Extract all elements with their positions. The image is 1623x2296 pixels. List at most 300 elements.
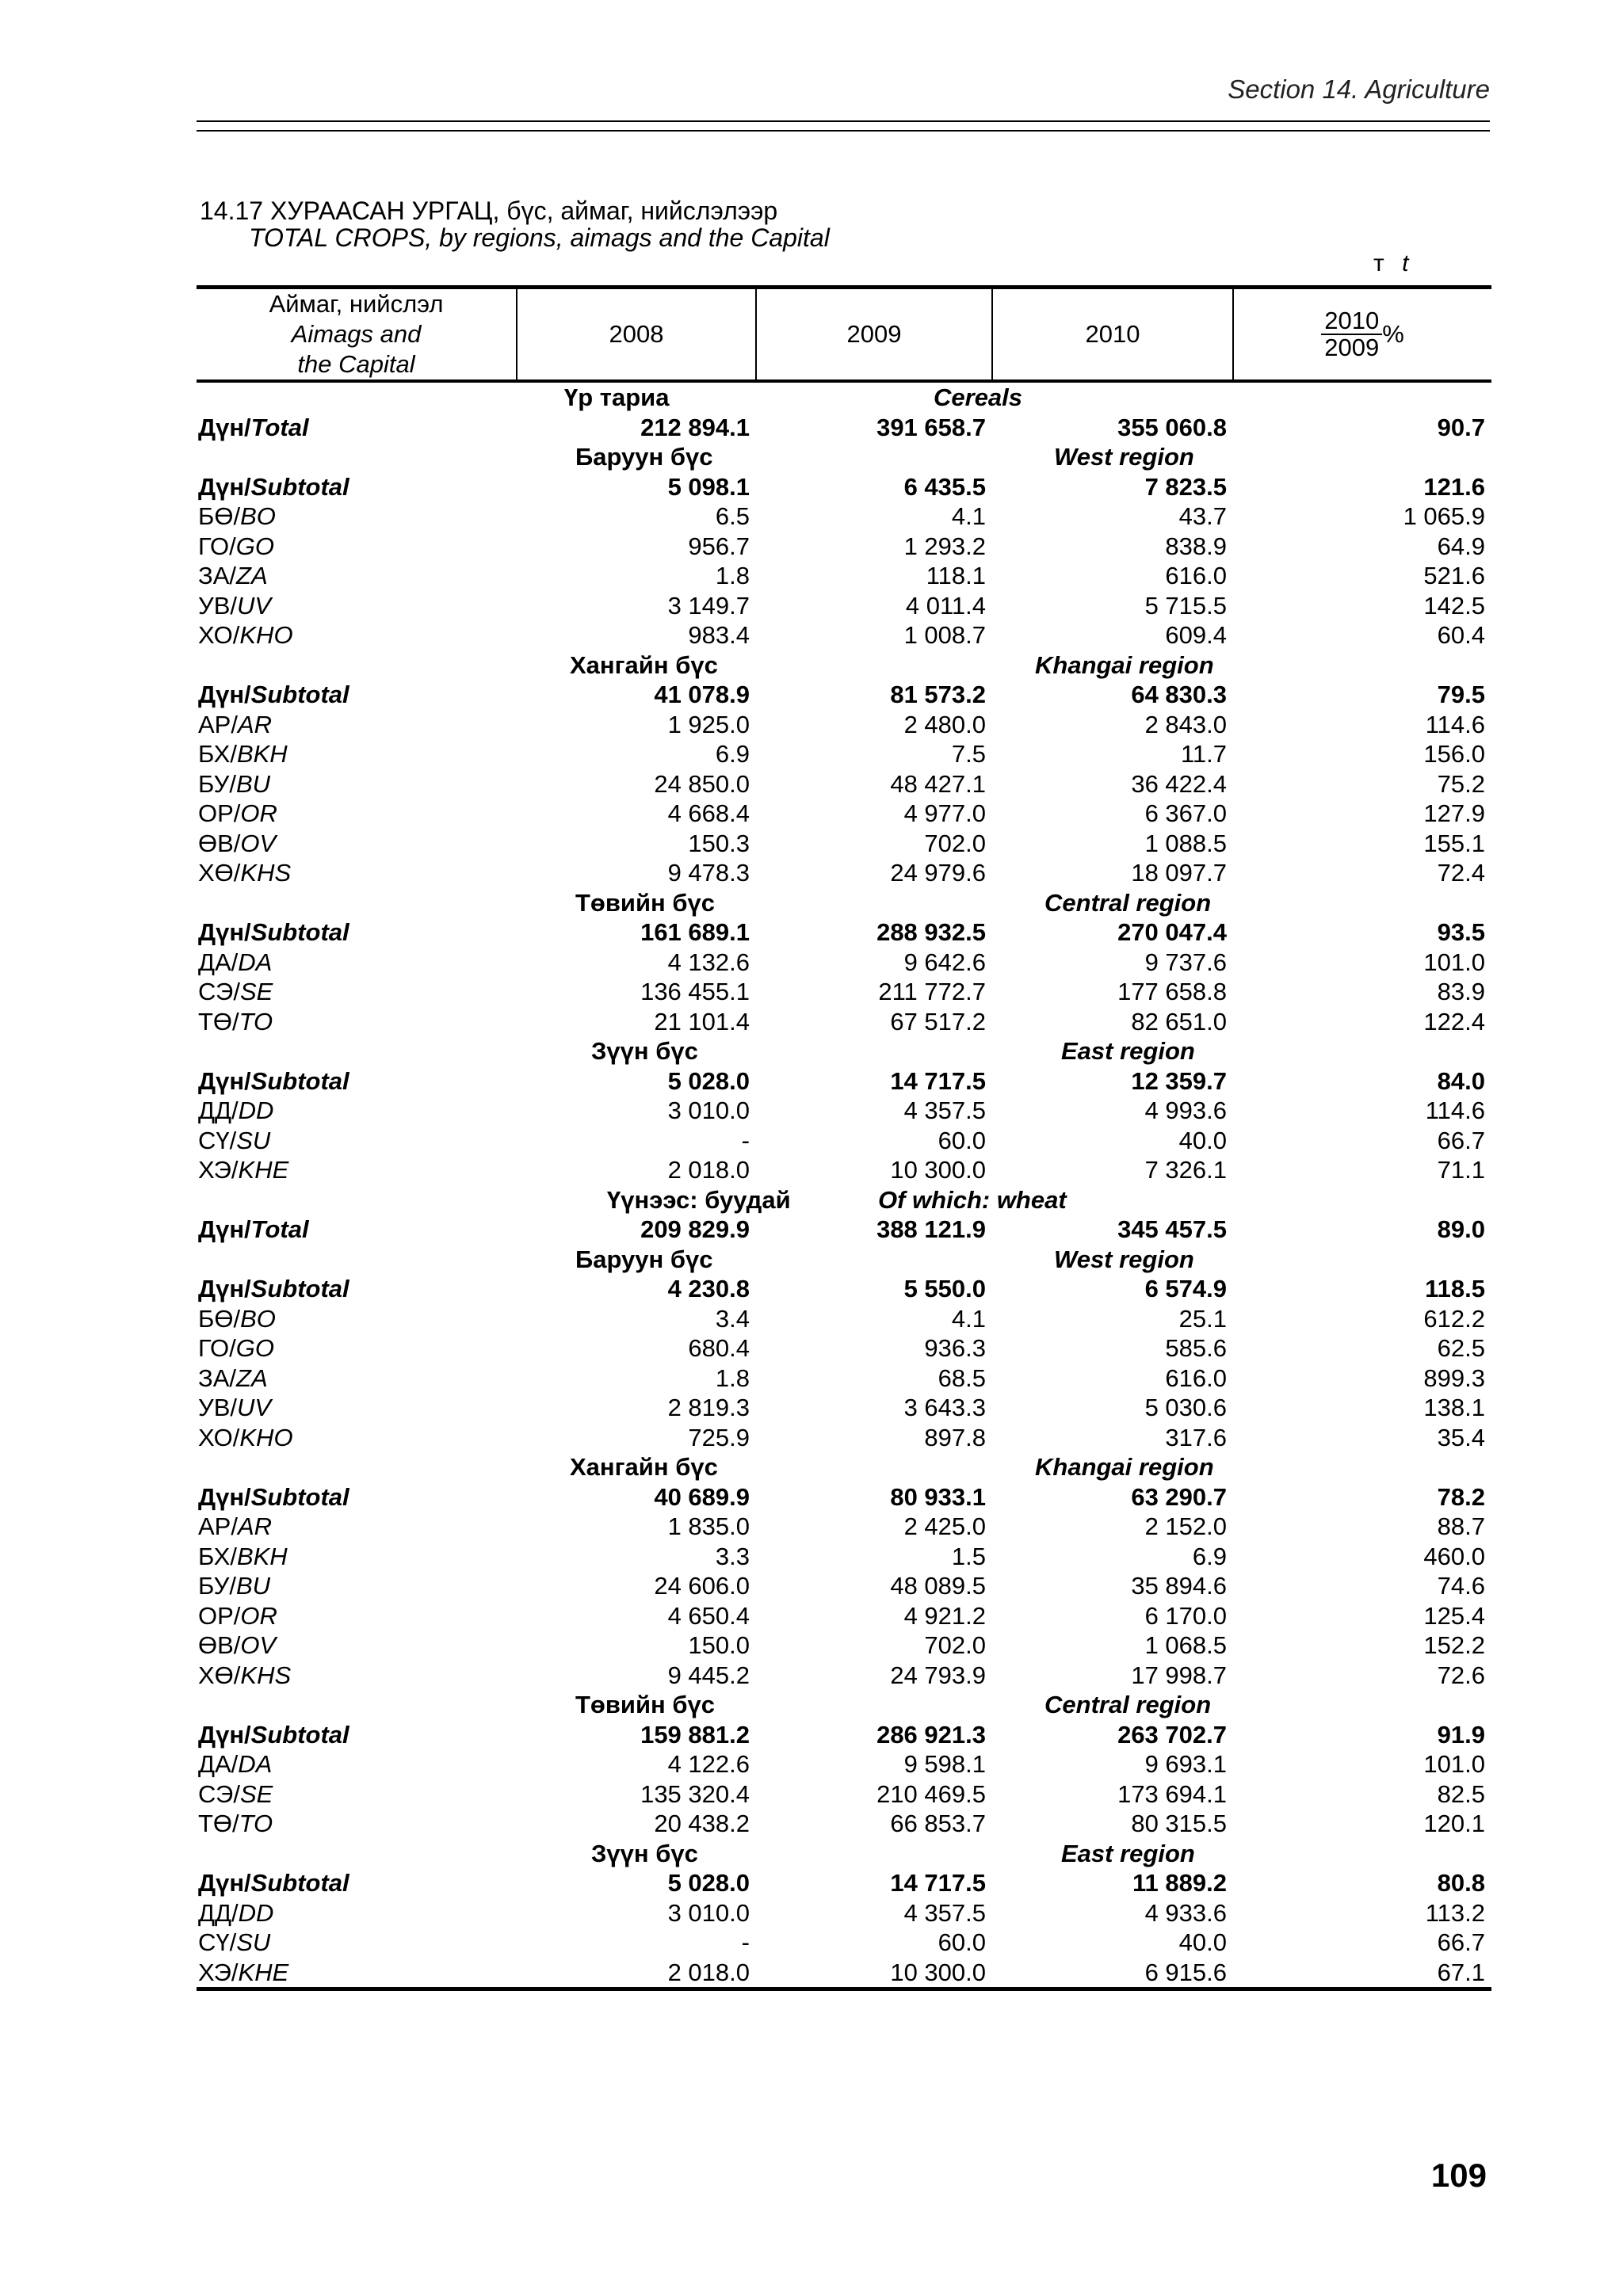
value-2008: 4 668.4 [667, 799, 750, 827]
value-2009: 388 121.9 [876, 1215, 986, 1243]
value-2009: 2 425.0 [903, 1512, 986, 1540]
section-heading [197, 1452, 1491, 1482]
section-heading-row [197, 442, 1491, 472]
value-2008: 4 230.8 [667, 1275, 750, 1302]
row-label-en: KHS [240, 859, 292, 887]
table-row [197, 620, 1491, 650]
value-ratio: 152.2 [1423, 1631, 1485, 1659]
value-ratio: 118.5 [1425, 1275, 1485, 1302]
ratio-numerator: 2010 [1321, 308, 1382, 335]
value-2008: 9 445.2 [667, 1661, 750, 1689]
row-label [197, 1155, 517, 1185]
row-label-en: BKH [236, 740, 288, 768]
section-heading-mn: Үр тариа [564, 383, 670, 411]
row-label [197, 1423, 517, 1453]
value-ratio: 899.3 [1423, 1363, 1485, 1392]
section-heading-en: Khangai region [1035, 650, 1214, 679]
row-label [197, 948, 517, 978]
value-2010: 7 823.5 [1144, 472, 1227, 501]
value-2008: 2 018.0 [517, 1958, 756, 1989]
value-ratio: 64.9 [1437, 532, 1485, 560]
value-2010: 317.6 [1165, 1423, 1227, 1451]
row-label-en: Subtotal [250, 1720, 349, 1749]
value-2010: 7 326.1 [1144, 1156, 1227, 1184]
value-ratio: 93.5 [1437, 918, 1485, 946]
section-heading-en: Khangai region [1035, 1453, 1214, 1481]
table-row [197, 1393, 1491, 1423]
table-row [197, 1630, 1491, 1661]
unit-label [1373, 250, 1408, 277]
row-label [197, 1542, 517, 1572]
row-label [197, 1007, 517, 1037]
row-label-en: Subtotal [250, 681, 349, 708]
value-2010: 6.9 [1192, 1542, 1227, 1570]
value-2008: 135 320.4 [640, 1779, 750, 1808]
row-label [197, 1215, 517, 1245]
value-2008: 983.4 [688, 621, 750, 649]
value-2009: 10 300.0 [890, 1156, 986, 1184]
row-label [197, 1096, 517, 1126]
value-ratio: 113.2 [1425, 1898, 1485, 1927]
row-label-en: GO [235, 532, 275, 560]
section-heading-row [197, 1245, 1491, 1275]
value-ratio: 90.7 [1437, 413, 1485, 441]
row-label-mn: ТӨ/ [198, 1810, 239, 1837]
row-label-en: DA [238, 948, 273, 976]
value-2009: 702.0 [924, 829, 986, 857]
table-row [197, 977, 1491, 1007]
row-label [197, 591, 517, 621]
value-2009: 4 357.5 [903, 1097, 986, 1124]
value-2009: 24 793.9 [890, 1661, 986, 1689]
col-header-2009: 2009 [756, 288, 992, 382]
value-2008: 1.8 [715, 1363, 750, 1392]
value-2008: 24 850.0 [654, 769, 750, 798]
row-label [197, 1066, 517, 1097]
value-ratio: 127.9 [1423, 799, 1485, 827]
section-heading-en: Central region [1044, 1691, 1212, 1718]
unit-en: t [1402, 250, 1409, 277]
table-row [197, 1898, 1491, 1928]
value-2010: 40.0 [1178, 1126, 1227, 1154]
section-heading-en: Of which: wheat [878, 1185, 1067, 1214]
value-2008: 21 101.4 [654, 1007, 750, 1035]
value-ratio: 71.1 [1437, 1156, 1485, 1184]
section-heading [197, 650, 1491, 681]
row-label [197, 977, 517, 1007]
row-label-en: AR [237, 1512, 273, 1540]
row-label [197, 561, 517, 591]
row-label-mn: ХӨ/ [198, 859, 241, 887]
table-row [197, 1096, 1491, 1126]
row-label-en: OR [240, 1601, 277, 1630]
row-label [197, 769, 517, 799]
row-label-en: UV [236, 591, 272, 620]
value-2008: 150.3 [688, 829, 750, 857]
table-row [197, 1661, 1491, 1691]
row-label [197, 1304, 517, 1334]
value-2008: 5 028.0 [667, 1869, 750, 1897]
value-2009: 4 357.5 [903, 1898, 986, 1927]
value-2010: 63 290.7 [1131, 1482, 1227, 1511]
row-label [197, 1958, 517, 1989]
row-label-mn: ГО/ [198, 1334, 236, 1362]
value-2009: 66 853.7 [890, 1810, 986, 1837]
value-2010: 6 915.6 [992, 1958, 1233, 1989]
row-label-mn: ХО/ [198, 621, 240, 649]
row-label-mn: Дүн/ [198, 472, 251, 501]
value-2010: 6 574.9 [1144, 1275, 1227, 1302]
row-label [197, 710, 517, 740]
value-2009: 5 550.0 [903, 1275, 986, 1302]
value-2008: 3 149.7 [667, 591, 750, 620]
row-label-mn: ЗА/ [198, 1363, 237, 1392]
section-heading-mn: Баруун бүс [575, 1245, 713, 1273]
value-2010: 64 830.3 [1131, 681, 1227, 708]
value-2010: 616.0 [1165, 1363, 1227, 1392]
row-label-mn: СҮ/ [198, 1928, 237, 1956]
value-2009: 81 573.2 [890, 681, 986, 708]
value-2010: 25.1 [1178, 1304, 1227, 1333]
subtotal-row [197, 472, 1491, 502]
subtotal-row [197, 1274, 1491, 1304]
value-2009: 4.1 [951, 502, 986, 530]
value-2009: 211 772.7 [878, 978, 986, 1005]
value-ratio: 66.7 [1437, 1126, 1485, 1154]
value-2008: 6.5 [715, 502, 750, 530]
value-2009: 286 921.3 [876, 1720, 986, 1749]
row-label-mn: ОР/ [198, 799, 241, 827]
row-label-mn: БӨ/ [198, 1304, 241, 1333]
row-label [197, 680, 517, 710]
row-label-mn: ДД/ [198, 1898, 239, 1927]
subtotal-row [197, 1868, 1491, 1898]
row-label-mn: ЗА/ [198, 562, 237, 589]
value-2008: - [741, 1126, 750, 1154]
row-label-en: AR [237, 710, 273, 738]
table-row [197, 1571, 1491, 1601]
value-2009: 60.0 [938, 1126, 986, 1154]
value-2010: 18 097.7 [1131, 859, 1227, 887]
value-2008: 2 018.0 [667, 1156, 750, 1184]
value-ratio: 80.8 [1437, 1869, 1485, 1897]
table-row [197, 1333, 1491, 1363]
row-label [197, 1482, 517, 1512]
value-ratio: 155.1 [1423, 829, 1485, 857]
row-label-mn: ХЭ/ [198, 1958, 239, 1986]
header-rule-bottom [197, 130, 1490, 132]
value-2008: 41 078.9 [654, 681, 750, 708]
value-2009: 24 979.6 [890, 859, 986, 887]
value-2009: 67 517.2 [890, 1007, 986, 1035]
value-2010: 609.4 [1165, 621, 1227, 649]
value-2009: 4.1 [951, 1304, 986, 1333]
row-label-mn: Дүн/ [198, 681, 251, 708]
value-ratio: 35.4 [1437, 1423, 1485, 1451]
row-label [197, 1868, 517, 1898]
value-2009: 48 427.1 [890, 769, 986, 798]
table-title-mn: 14.17 ХУРААСАН УРГАЦ, бүс, аймаг, нийслэлээр [200, 196, 778, 225]
subtotal-row [197, 1482, 1491, 1512]
value-2008: 161 689.1 [640, 918, 750, 946]
value-2008: - [741, 1928, 750, 1956]
value-2010: 4 993.6 [1144, 1097, 1227, 1124]
row-label [197, 1363, 517, 1394]
row-label [197, 1393, 517, 1423]
value-ratio: 79.5 [1437, 681, 1485, 708]
value-2009: 9 642.6 [903, 948, 986, 976]
value-2008: 3.4 [715, 1304, 750, 1333]
col-header-region-en2: the Capital [297, 350, 415, 378]
value-2010: 35 894.6 [1131, 1572, 1227, 1600]
value-2009: 14 717.5 [890, 1066, 986, 1095]
section-heading-row [197, 1036, 1491, 1066]
value-2010: 11 889.2 [1132, 1869, 1227, 1897]
row-label-mn: БУ/ [198, 1572, 236, 1600]
value-ratio: 91.9 [1437, 1720, 1485, 1749]
table-row [197, 769, 1491, 799]
row-label-en: BU [235, 1572, 271, 1600]
value-ratio: 122.4 [1423, 1007, 1485, 1035]
row-label-mn: ГО/ [198, 532, 236, 560]
value-2010: 263 702.7 [1117, 1720, 1227, 1749]
row-label [197, 1749, 517, 1779]
row-label [197, 739, 517, 769]
ratio-denominator: 2009 [1324, 334, 1380, 361]
value-2009: 10 300.0 [756, 1958, 992, 1989]
row-label-mn: ХО/ [198, 1423, 240, 1451]
value-2009: 1 293.2 [903, 532, 986, 560]
row-label-en: BO [240, 502, 276, 530]
section-heading [197, 1185, 1491, 1215]
value-ratio: 66.7 [1437, 1928, 1485, 1956]
row-label-mn: ДА/ [198, 1750, 239, 1778]
row-label-en: OV [240, 1631, 277, 1659]
row-label [197, 502, 517, 532]
value-2009: 702.0 [924, 1631, 986, 1659]
section-heading [197, 888, 1491, 918]
value-ratio: 138.1 [1423, 1394, 1485, 1421]
row-label [197, 1809, 517, 1839]
col-header-region-mn: Аймаг, нийслэл [269, 290, 444, 318]
row-label-en: DD [238, 1898, 274, 1927]
row-label [197, 1630, 517, 1661]
table-row [197, 1542, 1491, 1572]
value-ratio: 89.0 [1437, 1215, 1485, 1243]
row-label-en: DD [238, 1097, 274, 1124]
value-2010: 838.9 [1165, 532, 1227, 560]
value-2010: 43.7 [1178, 502, 1227, 530]
row-label [197, 1571, 517, 1601]
section-heading-mn: Төвийн бүс [575, 1691, 716, 1718]
value-2010: 173 694.1 [1117, 1779, 1227, 1808]
row-label [197, 1126, 517, 1156]
row-label [197, 1720, 517, 1750]
row-label-mn: АР/ [198, 1512, 238, 1540]
row-label-mn: Дүн/ [198, 918, 251, 946]
section-heading-en: West region [1054, 443, 1194, 471]
value-ratio: 72.4 [1437, 859, 1485, 887]
value-2010: 9 693.1 [1144, 1750, 1227, 1778]
value-ratio: 121.6 [1423, 472, 1485, 501]
row-label [197, 1333, 517, 1363]
table-row [197, 1155, 1491, 1185]
value-ratio: 521.6 [1423, 562, 1485, 589]
value-2008: 4 132.6 [667, 948, 750, 976]
section-heading-mn: Үүнээс: буудай [607, 1185, 791, 1214]
row-label [197, 1779, 517, 1810]
table-row [197, 1007, 1491, 1037]
col-header-region-en1: Aimags and [291, 320, 422, 348]
section-heading-mn: Хангайн бүс [570, 1453, 718, 1481]
value-2010: 40.0 [1178, 1928, 1227, 1956]
row-label-mn: БӨ/ [198, 502, 241, 530]
subtotal-row [197, 917, 1491, 948]
value-2009: 80 933.1 [890, 1482, 986, 1511]
row-label-en: KHE [238, 1156, 289, 1184]
row-label-mn: ТӨ/ [198, 1007, 239, 1035]
value-2008: 40 689.9 [654, 1482, 750, 1511]
section-heading-en: East region [1061, 1037, 1195, 1065]
row-label-mn: Дүн/ [198, 413, 251, 441]
row-label-mn: СҮ/ [198, 1126, 237, 1154]
value-ratio: 156.0 [1423, 740, 1485, 768]
row-label-en: OV [240, 829, 277, 857]
table-row [197, 1363, 1491, 1394]
value-2008: 5 098.1 [667, 472, 750, 501]
row-label [197, 1928, 517, 1958]
section-heading-mn: Зүүн бүс [591, 1037, 698, 1065]
value-2010: 11.7 [1180, 740, 1227, 768]
row-label [197, 620, 517, 650]
table-row [197, 710, 1491, 740]
section-heading-en: Cereals [934, 383, 1023, 411]
value-2008: 5 028.0 [667, 1066, 750, 1095]
row-label-en: KHS [240, 1661, 292, 1689]
section-heading-row [197, 1690, 1491, 1720]
value-2009: 7.5 [951, 740, 986, 768]
row-label-en: Subtotal [250, 1482, 349, 1511]
row-label-mn: ДА/ [198, 948, 239, 976]
section-heading-row [197, 381, 1491, 413]
section-heading-en: Central region [1044, 888, 1212, 917]
value-2010: 616.0 [1165, 562, 1227, 589]
table-row [197, 1779, 1491, 1810]
value-2010: 5 715.5 [1144, 591, 1227, 620]
row-label-mn: УВ/ [198, 1394, 237, 1421]
value-2008: 1 925.0 [667, 710, 750, 738]
section-heading [197, 1036, 1491, 1066]
page-number: 109 [1430, 2157, 1487, 2194]
value-2008: 1.8 [715, 562, 750, 589]
section-heading-mn: Зүүн бүс [591, 1839, 698, 1867]
col-header-2010: 2010 [992, 288, 1233, 382]
value-ratio: 82.5 [1437, 1779, 1485, 1808]
row-label-en: Subtotal [250, 1869, 349, 1897]
row-label-mn: БУ/ [198, 769, 236, 798]
row-label-mn: БХ/ [198, 740, 237, 768]
table-row [197, 1809, 1491, 1839]
value-2008: 6.9 [715, 740, 750, 768]
unit-mn: т [1373, 250, 1384, 277]
section-heading-en: East region [1061, 1839, 1195, 1867]
section-heading [197, 442, 1491, 472]
value-2009: 14 717.5 [890, 1869, 986, 1897]
row-label-en: KHE [238, 1958, 289, 1986]
row-label-en: BKH [236, 1542, 288, 1570]
row-label-mn: АР/ [198, 710, 238, 738]
value-ratio: 60.4 [1437, 621, 1485, 649]
value-2009: 48 089.5 [890, 1572, 986, 1600]
value-ratio: 88.7 [1437, 1512, 1485, 1540]
table-row [197, 1126, 1491, 1156]
table-row [197, 1423, 1491, 1453]
value-ratio: 83.9 [1437, 978, 1485, 1005]
value-ratio: 142.5 [1423, 591, 1485, 620]
row-label-mn: ХЭ/ [198, 1156, 239, 1184]
value-ratio: 84.0 [1437, 1066, 1485, 1095]
value-2009: 60.0 [938, 1928, 986, 1956]
value-2010: 9 737.6 [1144, 948, 1227, 976]
table-row [197, 502, 1491, 532]
value-2009: 2 480.0 [903, 710, 986, 738]
table-row [197, 829, 1491, 859]
crops-table [197, 285, 1491, 1991]
row-label-en: ZA [236, 562, 268, 589]
row-label-en: Subtotal [250, 1066, 349, 1095]
table-row [197, 799, 1491, 829]
section-heading [197, 1690, 1491, 1720]
value-2008: 1 835.0 [667, 1512, 750, 1540]
ratio-fraction [1321, 308, 1382, 360]
table-row [197, 1512, 1491, 1542]
section-heading-row [197, 1452, 1491, 1482]
value-ratio: 78.2 [1437, 1482, 1485, 1511]
row-label-en: Total [250, 1215, 309, 1243]
row-label-en: BU [235, 769, 271, 798]
value-2009: 210 469.5 [876, 1779, 986, 1808]
row-label-mn: ОР/ [198, 1601, 241, 1630]
value-2010: 2 843.0 [1144, 710, 1227, 738]
value-2010: 2 152.0 [1144, 1512, 1227, 1540]
value-2010: 12 359.7 [1131, 1066, 1227, 1095]
value-2008: 24 606.0 [654, 1572, 750, 1600]
subtotal-row [197, 1720, 1491, 1750]
value-2008: 209 829.9 [640, 1215, 750, 1243]
value-2009: 897.8 [924, 1423, 986, 1451]
table-row [197, 739, 1491, 769]
row-label-mn: Дүн/ [198, 1720, 251, 1749]
value-ratio: 460.0 [1423, 1542, 1485, 1570]
table-row [197, 1304, 1491, 1334]
value-2008: 725.9 [688, 1423, 750, 1451]
row-label [197, 799, 517, 829]
row-label [197, 1601, 517, 1631]
header-rule-top [197, 120, 1490, 122]
value-2009: 118.1 [926, 562, 986, 589]
section-heading-row [197, 650, 1491, 681]
value-2010: 585.6 [1165, 1334, 1227, 1362]
table-row [197, 1958, 1491, 1989]
value-2010: 6 170.0 [1144, 1601, 1227, 1630]
section-heading-mn: Хангайн бүс [570, 650, 718, 679]
value-2010: 17 998.7 [1131, 1661, 1227, 1689]
value-2009: 6 435.5 [903, 472, 986, 501]
value-2010: 1 068.5 [1144, 1631, 1227, 1659]
row-label-mn: СЭ/ [198, 978, 240, 1005]
value-ratio: 74.6 [1437, 1572, 1485, 1600]
col-header-2008: 2008 [517, 288, 756, 382]
